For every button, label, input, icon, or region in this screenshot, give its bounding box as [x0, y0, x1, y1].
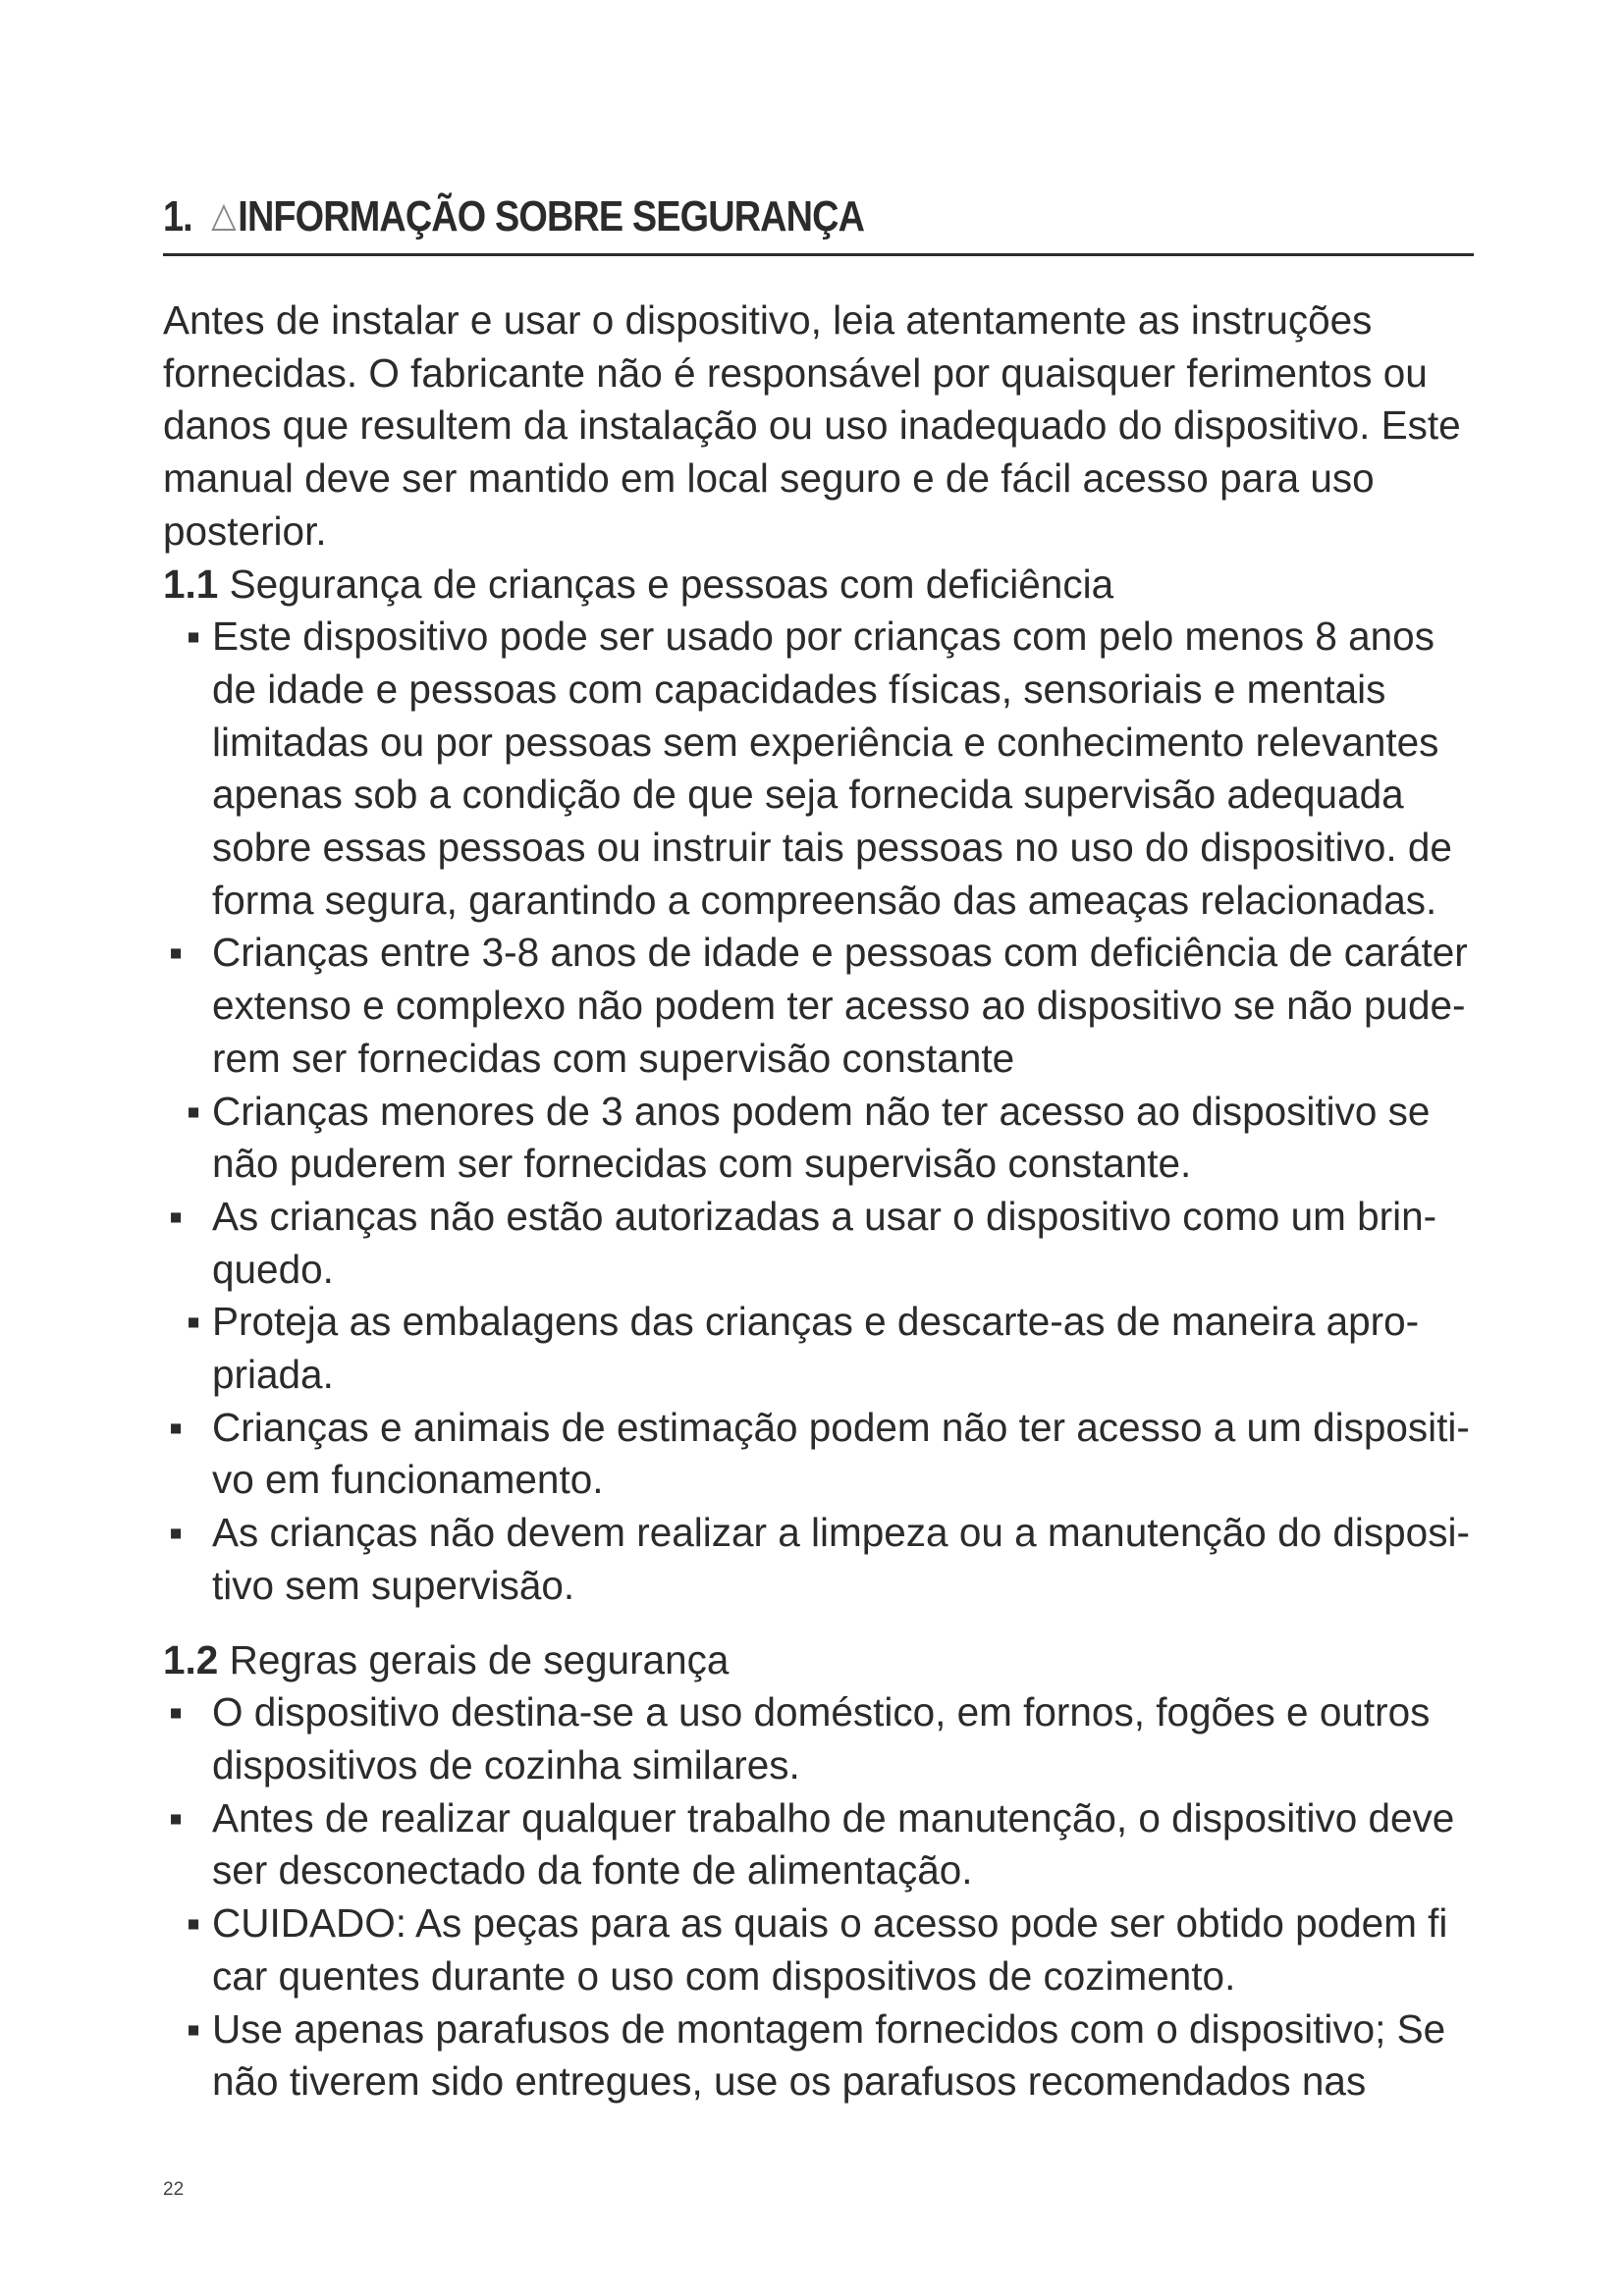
bullet-icon: ▪ — [187, 2005, 201, 2052]
section-gap — [163, 1613, 1474, 1634]
list-item — [163, 1191, 1474, 1296]
list-item-text: Crianças e animais de estimação podem não ter acesso a um dispositi-vo em funcionamento. — [212, 1404, 1470, 1503]
bullet-icon: ▪ — [169, 1193, 184, 1239]
bullet-icon: ▪ — [169, 1689, 184, 1735]
list-item-text: Crianças entre 3-8 anos de idade e pessoas com deficiência de caráter extenso e complexo não podem ter acesso ao dispositivo se não pude-rem ser fornecidas com supervisão constante — [212, 930, 1468, 1081]
list-item — [163, 1402, 1474, 1507]
list-item — [163, 1897, 1474, 2002]
subsection-number: 1.2 — [163, 1636, 219, 1682]
list-item — [163, 1086, 1474, 1191]
bullet-icon: ▪ — [187, 1900, 201, 1947]
bullet-icon: ▪ — [169, 1510, 184, 1556]
bullet-icon: ▪ — [169, 1404, 184, 1450]
list-item — [163, 1507, 1474, 1612]
bullet-icon: ▪ — [169, 1794, 184, 1841]
subsection-heading — [163, 1634, 1474, 1687]
bullet-list — [163, 1686, 1474, 2109]
subsection-title: Regras gerais de segurança — [229, 1636, 730, 1682]
subsection-heading — [163, 559, 1474, 612]
list-item — [163, 927, 1474, 1085]
list-item-text: Este dispositivo pode ser usado por crianças com pelo menos 8 anos de idade e pessoas com capacidades físicas, sensoriais e mentais limitadas ou por pessoas sem experiência e conhecimento relevantes apenas sob a condição de que seja fornecida supervisão adequada sobre essas pessoas ou instruir tais pessoas no uso do dispositivo. de forma segura, garantindo a compreensão das ameaças relacionadas. — [212, 614, 1452, 923]
bullet-list — [163, 611, 1474, 1612]
list-item-text: Crianças menores de 3 anos podem não ter acesso ao dispositivo se não puderem ser fornecidas com supervisão constante. — [212, 1088, 1431, 1187]
list-item-text: CUIDADO: As peças para as quais o acesso pode ser obtido podem fi car quentes durante o uso com dispositivos de cozimento. — [212, 1900, 1448, 1999]
bullet-icon: ▪ — [169, 930, 184, 976]
list-item — [163, 2003, 1474, 2109]
list-item-text: As crianças não estão autorizadas a usar o dispositivo como um brin-quedo. — [212, 1193, 1437, 1292]
page-number: 22 — [163, 2179, 185, 2200]
document-body — [163, 294, 1474, 2109]
list-item — [163, 1792, 1474, 1897]
bullet-icon: ▪ — [187, 1299, 201, 1345]
list-item-text: O dispositivo destina-se a uso doméstico, em fornos, fogões e outros dispositivos de cozinha similares. — [212, 1689, 1431, 1788]
list-item-text: Antes de realizar qualquer trabalho de manutenção, o dispositivo deve ser desconectado da fonte de alimentação. — [212, 1794, 1455, 1894]
list-item — [163, 1296, 1474, 1401]
section-heading — [163, 183, 1290, 251]
list-item-text: Proteja as embalagens das crianças e descarte-as de maneira apro-priada. — [212, 1299, 1420, 1398]
subsection-title: Segurança de crianças e pessoas com deficiência — [229, 561, 1114, 607]
list-item-text: As crianças não devem realizar a limpeza ou a manutenção do disposi-tivo sem supervisão. — [212, 1510, 1470, 1608]
list-item — [163, 611, 1474, 927]
intro-paragraph: Antes de instalar e usar o dispositivo, leia atentamente as instruções fornecidas. O fabricante não é responsável por quaisquer ferimentos ou danos que resultem da instalação ou uso inadequado do dispositivo. Este manual deve ser mantido em local seguro e de fácil acesso para uso posterior. — [163, 297, 1461, 554]
list-item — [163, 1686, 1474, 1791]
heading-rule — [163, 253, 1474, 256]
bullet-icon: ▪ — [187, 1088, 201, 1134]
bullet-icon: ▪ — [187, 614, 201, 660]
warning-triangle-icon — [211, 185, 237, 214]
heading-title: INFORMAÇÃO SOBRE SEGURANÇA — [238, 192, 865, 240]
subsection-number: 1.1 — [163, 561, 219, 607]
heading-number: 1. — [163, 192, 192, 240]
list-item-text: Use apenas parafusos de montagem fornecidos com o dispositivo; Se não tiverem sido entregues, use os parafusos recomendados nas — [212, 2005, 1446, 2105]
